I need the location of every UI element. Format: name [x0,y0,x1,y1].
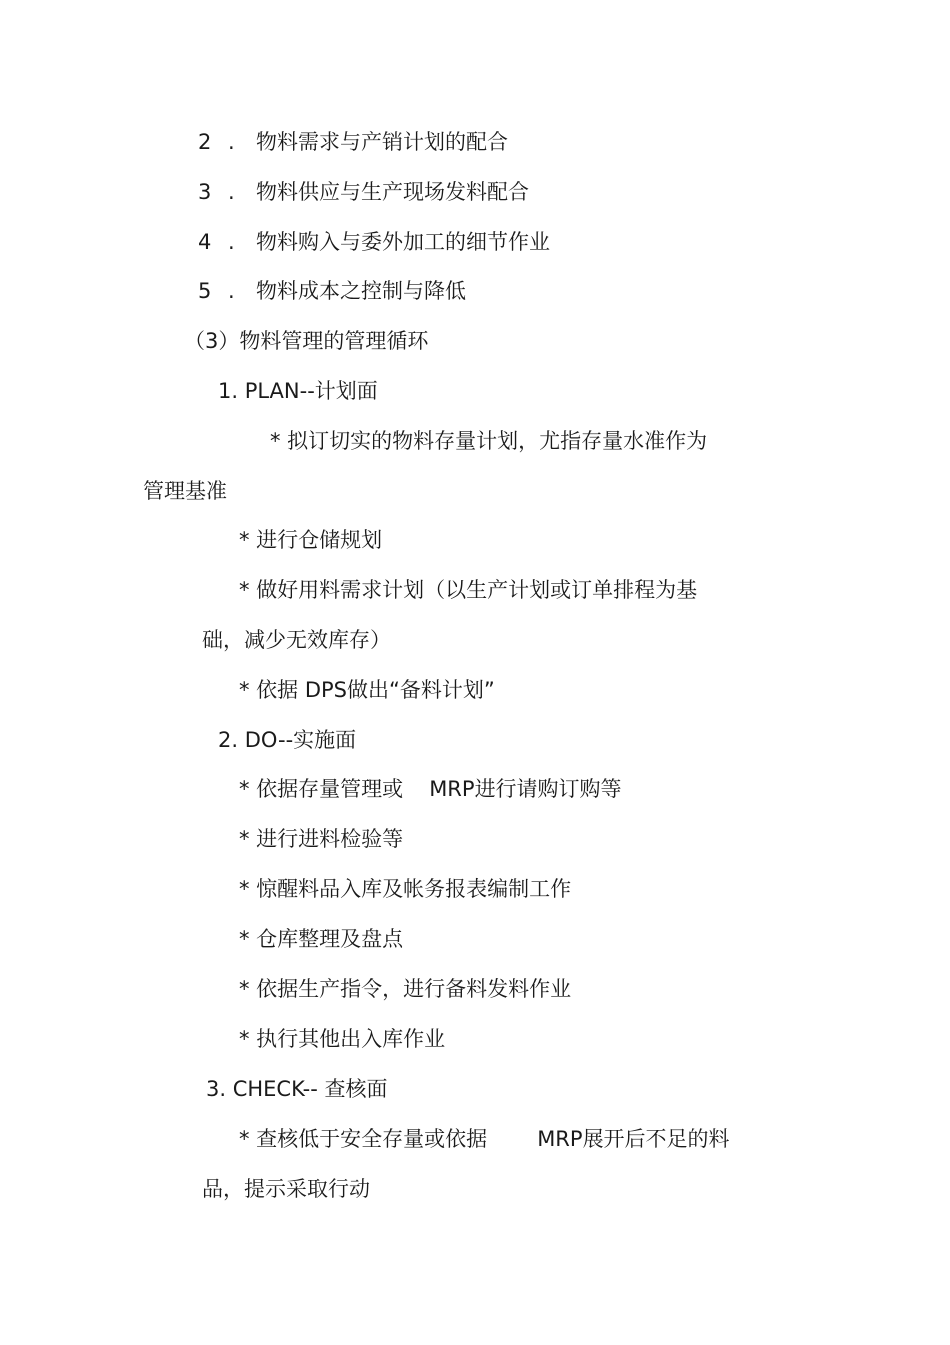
do-bullet-6: * 执行其他出入库作业 [239,1027,446,1051]
plan-bullet-4-text: * 依据 DPS [239,678,348,702]
list-text: 物料需求与产销计划的配合 [256,130,508,154]
list-text: 物料购入与委外加工的细节作业 [256,230,550,254]
do-heading: 2. DO--实施面 [218,728,357,752]
list-text: 物料成本之控制与降低 [256,279,466,303]
plan-bullet-4-text-end: 做出“备料计划” [347,678,495,702]
do-bullet-1-text: * 依据存量管理或 [239,777,404,801]
list-number: 3 [198,180,212,204]
do-bullet-1-term: MRP [429,777,475,801]
plan-bullet-4 [239,676,495,704]
section-heading: （3）物料管理的管理循环 [184,329,429,353]
list-item-4 [198,228,550,256]
list-number: 5 [198,279,212,303]
do-bullet-4: * 仓库整理及盘点 [239,927,404,951]
check-bullet-1 [239,1125,730,1153]
plan-bullet-3-continued: 础，减少无效库存） [202,628,391,652]
check-bullet-1-continued: 品，提示采取行动 [202,1177,370,1201]
list-separator: . [228,180,235,204]
list-separator: . [228,279,235,303]
do-bullet-1-text-end: 进行请购订购等 [474,777,622,801]
list-item-5 [198,277,466,305]
list-number: 2 [198,130,212,154]
list-separator: . [228,230,235,254]
plan-bullet-1: * 拟订切实的物料存量计划，尤指存量水准作为 [270,429,708,453]
plan-bullet-2: * 进行仓储规划 [239,528,383,552]
do-bullet-2: * 进行进料检验等 [239,827,404,851]
check-bullet-1-text: * 查核低于安全存量或依据 [239,1127,488,1151]
plan-bullet-3: * 做好用料需求计划（以生产计划或订单排程为基 [239,578,698,602]
do-bullet-3: * 惊醒料品入库及帐务报表编制工作 [239,877,572,901]
check-bullet-1-text-end: 展开后不足的料 [582,1127,730,1151]
list-item-3 [198,178,529,206]
plan-heading: 1. PLAN--计划面 [218,379,378,403]
do-bullet-5: * 依据生产指令，进行备料发料作业 [239,977,572,1001]
plan-bullet-1-continued: 管理基准 [143,479,227,503]
list-text: 物料供应与生产现场发料配合 [256,180,529,204]
list-number: 4 [198,230,212,254]
check-heading: 3. CHECK-- 查核面 [206,1077,388,1101]
check-bullet-1-term: MRP [537,1127,583,1151]
do-bullet-1 [239,775,622,803]
list-separator: . [228,130,235,154]
list-item-2 [198,128,508,156]
